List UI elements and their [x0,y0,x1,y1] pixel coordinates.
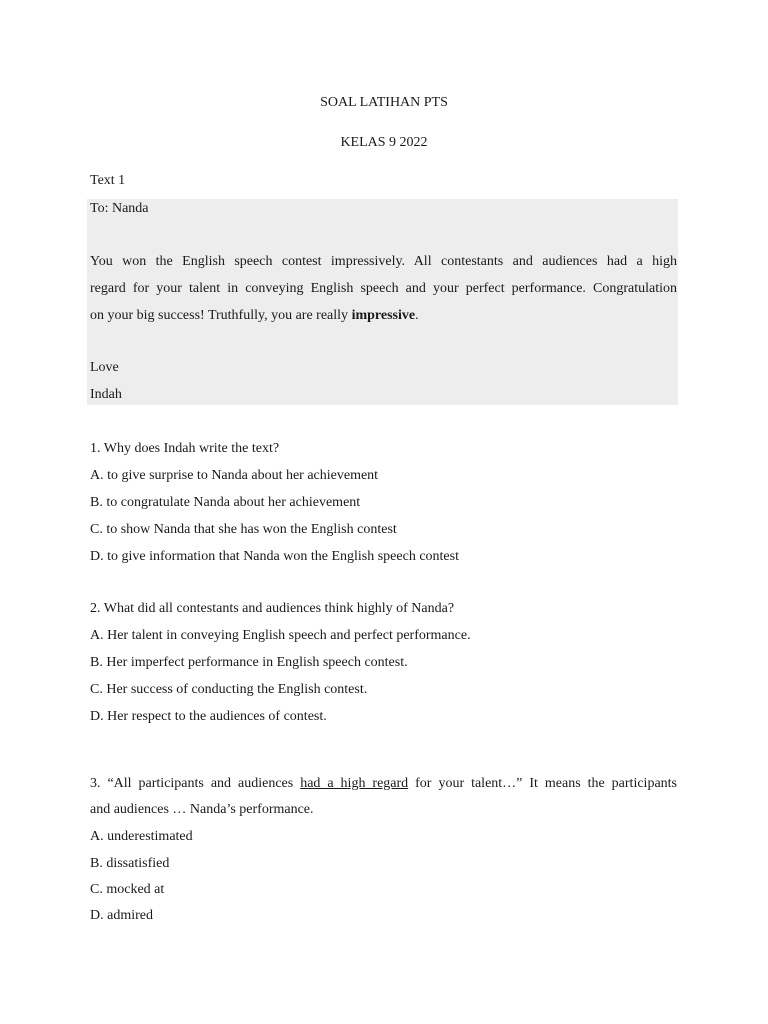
q1-option-b: B. to congratulate Nanda about her achievement [90,495,361,510]
question-2: 2. What did all contestants and audiences think highly of Nanda? [90,601,455,616]
q1-option-c: C. to show Nanda that she has won the English contest [90,522,397,537]
document-title: SOAL LATIHAN PTS [320,95,448,110]
question-3-line-2: and audiences … Nanda’s performance. [90,802,314,817]
q3-option-d: D. admired [90,908,153,923]
letter-closing: Love [90,360,119,375]
letter-box [87,199,678,405]
letter-body-line-3 [90,306,419,326]
q2-option-d: D. Her respect to the audiences of contest. [90,709,327,724]
q2-option-b: B. Her imperfect performance in English speech contest. [90,655,408,670]
q3-option-b: B. dissatisfied [90,856,170,871]
q3-text-start: 3. “All participants and audiences [90,776,301,791]
letter-body-line-1: You won the English speech contest impressively. All contestants and audiences had a high [90,254,677,269]
q3-text-end: for your talent…” It means the participants [408,776,677,791]
q2-option-c: C. Her success of conducting the English contest. [90,682,368,697]
question-3-line-1 [90,774,677,794]
q2-option-a: A. Her talent in conveying English speech and perfect performance. [90,628,471,643]
text-label: Text 1 [90,173,126,188]
letter-body-text: on your big success! Truthfully, you are really [90,308,352,323]
q3-option-c: C. mocked at [90,882,165,897]
document-subtitle: KELAS 9 2022 [340,135,428,150]
letter-body-line-2: regard for your talent in conveying English speech and your perfect performance. Congratulation [90,281,677,296]
q1-option-d: D. to give information that Nanda won the English speech contest [90,549,459,564]
emphasized-word: impressive [351,308,416,323]
q3-option-a: A. underestimated [90,829,193,844]
sentence-period: . [415,308,419,323]
question-1: 1. Why does Indah write the text? [90,441,280,456]
letter-signature: Indah [90,387,122,402]
underlined-phrase: had a high regard [300,776,409,791]
letter-recipient: To: Nanda [90,201,149,216]
q1-option-a: A. to give surprise to Nanda about her achievement [90,468,379,483]
